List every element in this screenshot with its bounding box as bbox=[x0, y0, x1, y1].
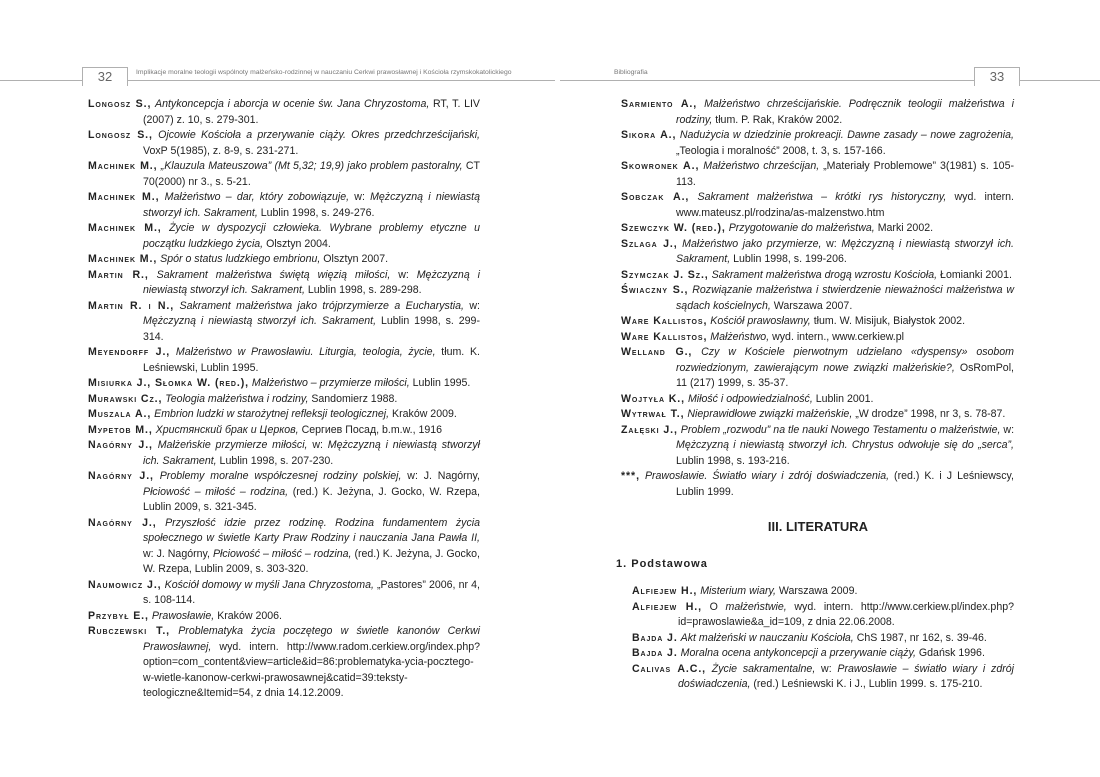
entry-title: Małżeństwo chrześcijańskie. Podręcznik teologii małżeństwa i rodziny, bbox=[676, 98, 1015, 126]
entry-author: Longosz S., bbox=[88, 129, 153, 141]
bibliography-right-column bbox=[621, 97, 1014, 500]
entry-author: Martin R. i N., bbox=[88, 299, 175, 312]
entry-title: Miłość i odpowiedzialność, bbox=[687, 392, 813, 405]
entry-title: Problem „rozwodu” na tle nauki Nowego Testamentu o małżeństwie, bbox=[680, 423, 1001, 436]
entry-title: Przygotowanie do małżeństwa, bbox=[728, 222, 875, 234]
bibliography-entry bbox=[88, 392, 480, 408]
entry-details: (red.) Leśniewski K. i J., Lublin 1999. s. 175-210. bbox=[750, 678, 983, 690]
entry-title: Mężczyzną i niewiastą stworzył ich. Sakrament, bbox=[143, 191, 480, 219]
entry-details: Warszawa 2007. bbox=[770, 299, 853, 312]
entry-title: małżeństwie, bbox=[725, 600, 787, 613]
entry-details: Warszawa 2009. bbox=[775, 585, 858, 597]
entry-title: Sakrament małżeństwa – krótki rys historyczny, bbox=[697, 191, 947, 203]
entry-title: Rozwiązanie małżeństwa i stwierdzenie nieważności małżeństwa w sądach kościelnych, bbox=[676, 284, 1014, 312]
entry-details: Lublin 1995. bbox=[409, 377, 471, 389]
entry-details: Lublin 1998, s. 289-298. bbox=[304, 284, 422, 296]
bibliography-left-column bbox=[88, 97, 480, 702]
entry-title: Przyszłość idzie przez rodzinę. Rodzina fundamentem życia społecznego w świetle Karty Praw Rodziny i nauczania Jana Pawła II, bbox=[143, 516, 480, 544]
entry-details: OsRomPol, 11 (217) 1999, s. 35-37. bbox=[676, 361, 1014, 389]
entry-details: w: bbox=[1000, 423, 1015, 436]
entry-title: Mężczyzną i niewiastą stworzył ich. Sakrament, bbox=[676, 237, 1014, 265]
entry-author: ***, bbox=[621, 470, 640, 482]
entry-title: Prawosławie, bbox=[151, 609, 215, 622]
bibliography-entry bbox=[88, 376, 480, 392]
bibliography-entry bbox=[88, 97, 480, 128]
entry-author: Ware Kallistos, bbox=[621, 330, 708, 343]
entry-details: (red.) K. Jeżyna, J. Gocko, W. Rzepa, Lublin 2009, s. 303-320. bbox=[143, 547, 480, 575]
entry-title: Małżeństwo jako przymierze, bbox=[682, 237, 822, 250]
entry-details: VoxP 5(1985), z. 8-9, s. 231-271. bbox=[143, 144, 299, 157]
entry-title: Problematyka życia poczętego w świetle kanonów Cerkwi Prawosławnej, bbox=[143, 625, 480, 653]
entry-title: Prawosławie – światło wiary i zdrój doświadczenia, bbox=[678, 662, 1014, 690]
entry-details: O bbox=[709, 600, 726, 613]
entry-title: Nieprawidłowe związki małżeńskie, bbox=[687, 408, 853, 420]
entry-author: Bajda J. bbox=[632, 647, 678, 659]
entry-details: w: bbox=[307, 439, 328, 451]
bibliography-entry bbox=[88, 221, 480, 252]
entry-details: Kraków 2006. bbox=[214, 609, 282, 622]
entry-author: Szlaga J., bbox=[621, 237, 678, 250]
entry-author: Wytrwał T., bbox=[621, 408, 685, 420]
bibliography-entry bbox=[621, 469, 1014, 500]
entry-details: (red.) K. i J Leśniewscy, Lublin 1999. bbox=[676, 470, 1014, 498]
entry-author: Przybył E., bbox=[88, 609, 149, 622]
entry-details: Сергиев Посад, b.m.w., 1916 bbox=[298, 423, 443, 436]
page-number-left: 32 bbox=[82, 67, 128, 86]
entry-author: Bajda J. bbox=[632, 631, 678, 644]
entry-details: Łomianki 2001. bbox=[937, 268, 1012, 281]
entry-author: Świaczny S., bbox=[621, 284, 689, 296]
bibliography-entry bbox=[621, 190, 1014, 221]
entry-title: Problemy moralne współczesnej rodziny polskiej, bbox=[159, 470, 402, 482]
bibliography-entry bbox=[624, 646, 1014, 662]
entry-details: Lublin 2001. bbox=[812, 392, 874, 405]
bibliography-entry bbox=[621, 314, 1014, 330]
bibliography-entry bbox=[88, 407, 480, 423]
bibliography-entry bbox=[88, 624, 480, 702]
bibliography-entry bbox=[88, 609, 480, 625]
bibliography-entry bbox=[621, 268, 1014, 284]
entry-details: w: bbox=[821, 237, 842, 250]
entry-details: ChS 1987, nr 162, s. 39-46. bbox=[853, 631, 987, 644]
entry-author: Alfiejew H., bbox=[632, 585, 698, 597]
bibliography-entry bbox=[621, 345, 1014, 392]
entry-title: Czy w Kościele pierwotnym udzielano «dyspensy» osobom rozwiedzionym, zawierającym nowe związki małżeńskie?, bbox=[676, 346, 1015, 374]
entry-details: tłum. P. Rak, Kraków 2002. bbox=[712, 113, 843, 126]
bibliography-entry bbox=[88, 516, 480, 578]
entry-title: Małżeństwo – dar, który zobowiązuje, bbox=[164, 191, 350, 203]
entry-title: Nadużycia w dziedzinie prokreacji. Dawne zasady – nowe zagrożenia, bbox=[679, 129, 1014, 141]
entry-details: (red.) K. Jeżyna, J. Gocko, W. Rzepa, Lublin 2009, s. 321-345. bbox=[143, 485, 480, 513]
entry-title: Kościół prawosławny, bbox=[710, 315, 811, 327]
entry-title: Sakrament małżeństwa jako trójprzymierze a Eucharystia, bbox=[179, 299, 464, 312]
entry-author: Longosz S., bbox=[88, 98, 152, 110]
entry-details: w: J. Nagórny, bbox=[143, 547, 213, 560]
bibliography-entry bbox=[621, 97, 1014, 128]
entry-details: wyd. intern., www.cerkiew.pl bbox=[769, 330, 904, 343]
entry-details: Sandomierz 1988. bbox=[308, 392, 398, 405]
entry-author: Nagórny J., bbox=[88, 439, 153, 451]
entry-title: Mężczyzną i niewiastą stworzył ich. Sakrament, bbox=[143, 439, 481, 467]
entry-author: Martin R., bbox=[88, 268, 149, 281]
entry-details: RT, T. LIV (2007) z. 10, s. 279-301. bbox=[143, 98, 480, 126]
bibliography-entry bbox=[621, 159, 1014, 190]
entry-details: Lublin 1998, s. 193-216. bbox=[676, 454, 790, 467]
bibliography-entry bbox=[88, 423, 480, 439]
entry-title: Ojcowie Kościoła a przerywanie ciąży. Okres przedchrześcijański, bbox=[158, 129, 480, 141]
bibliography-entry bbox=[621, 330, 1014, 346]
entry-title: Spór o status ludzkiego embrionu, bbox=[160, 253, 321, 265]
entry-author: Sikora A., bbox=[621, 129, 677, 141]
entry-author: Naumowicz J., bbox=[88, 578, 162, 591]
bibliography-entry bbox=[88, 190, 480, 221]
running-head-left: Implikacje moralne teologii wspólnoty małżeńsko-rodzinnej w nauczaniu Cerkwi prawosławnej i Kościoła rzymskokatolickiego bbox=[136, 69, 512, 76]
entry-title: Antykoncepcja i aborcja w ocenie św. Jana Chryzostoma, bbox=[155, 98, 430, 110]
entry-details: Kraków 2009. bbox=[389, 408, 457, 420]
section-title: III. LITERATURA bbox=[767, 519, 869, 534]
entry-title: Małżeństwo chrześcijan, bbox=[703, 160, 820, 172]
entry-author: Skowronek A., bbox=[621, 160, 700, 172]
entry-details: wyd. intern. http://www.radom.cerkiew.org/index.php?option=com_content&view=article&id=86:problematyka-ycia-pocztego-w-wietle-kanonow-cerkwi-prawosawnej&catid=39:teksty-teologiczne&Itemid=54, z dnia 14.12.2009. bbox=[143, 640, 480, 699]
bibliography-entry bbox=[88, 578, 480, 609]
entry-title: Prawosławie. Światło wiary i zdrój doświadczenia, bbox=[644, 470, 890, 482]
entry-details: Lublin 1998, s. 249-276. bbox=[257, 206, 375, 219]
entry-title: Małżeństwo – przymierze miłości, bbox=[251, 377, 410, 389]
entry-title: Życie sakramentalne, bbox=[711, 662, 816, 675]
subsection-title: 1. Podstawowa bbox=[616, 558, 708, 570]
bibliography-entry bbox=[624, 600, 1014, 631]
bibliography-entry bbox=[621, 237, 1014, 268]
entry-author: Nagórny J., bbox=[88, 470, 154, 482]
entry-title: „Klauzula Mateuszowa” (Mt 5,32; 19,9) jako problem pastoralny, bbox=[160, 160, 463, 172]
bibliography-entry bbox=[621, 221, 1014, 237]
entry-title: Mężczyzną i niewiastą stworzył ich. Sakrament, bbox=[143, 268, 480, 296]
entry-author: Calivas A.C., bbox=[632, 662, 706, 675]
entry-details: Gdańsk 1996. bbox=[915, 647, 985, 659]
bibliography-entry bbox=[88, 299, 480, 346]
entry-title: Akt małżeński w nauczaniu Kościoła, bbox=[680, 631, 854, 644]
running-head-right: Bibliografia bbox=[614, 69, 648, 76]
entry-author: Machinek M., bbox=[88, 222, 162, 234]
bibliography-entry bbox=[621, 392, 1014, 408]
entry-details: tłum. K. Leśniewski, Lublin 1995. bbox=[143, 346, 480, 374]
literature-column bbox=[624, 584, 1014, 693]
entry-title: Małżeństwo, bbox=[710, 330, 770, 343]
entry-author: Meyendorff J., bbox=[88, 346, 171, 358]
entry-title: Mężczyzną i niewiastą stworzył ich. Sakrament, bbox=[143, 315, 377, 327]
bibliography-entry bbox=[88, 128, 480, 159]
entry-title: Małżeństwo w Prawosławiu. Liturgia, teologia, życie, bbox=[175, 346, 436, 358]
bibliography-entry bbox=[621, 283, 1014, 314]
entry-details: w: bbox=[390, 268, 417, 281]
entry-title: Teologia małżeństwa i rodziny, bbox=[165, 392, 309, 405]
entry-author: Machinek M., bbox=[88, 253, 158, 265]
entry-author: Załęski J., bbox=[621, 423, 678, 436]
bibliography-entry bbox=[621, 423, 1014, 470]
entry-author: Murawski Cz., bbox=[88, 392, 163, 405]
entry-details: w: bbox=[349, 191, 371, 203]
entry-author: Machinek M., bbox=[88, 160, 158, 172]
entry-details: Lublin 1998, s. 207-230. bbox=[216, 454, 334, 467]
entry-title: Mężczyzną i niewiastą stworzył ich. Chrystus odwołuje się do „serca”, bbox=[676, 439, 1014, 451]
entry-title: Sakrament małżeństwa świętą więzią miłości, bbox=[156, 268, 391, 281]
entry-author: Sarmiento A., bbox=[621, 98, 698, 110]
entry-author: Nagórny J., bbox=[88, 516, 157, 529]
entry-details: Olsztyn 2007. bbox=[320, 253, 389, 265]
entry-author: Rubczewski T., bbox=[88, 625, 171, 637]
entry-details: CT 70(2000) nr 3., s. 5-21. bbox=[143, 160, 480, 188]
entry-author: Muszala A., bbox=[88, 408, 152, 420]
entry-title: Moralna ocena antykoncepcji a przerywanie ciąży, bbox=[680, 647, 916, 659]
bibliography-entry bbox=[88, 438, 480, 469]
entry-author: Welland G., bbox=[621, 346, 693, 358]
entry-details: Olsztyn 2004. bbox=[263, 237, 331, 250]
entry-title: Płciowość – miłość – rodzina, bbox=[212, 547, 352, 560]
entry-title: Małżeńskie przymierze miłości, bbox=[157, 439, 308, 451]
bibliography-entry bbox=[88, 252, 480, 268]
entry-title: Życie w dyspozycji człowieka. Wybrane problemy etyczne u początku ludzkiego życia, bbox=[143, 222, 480, 250]
entry-details: „Pastores” 2006, nr 4, s. 108-114. bbox=[143, 578, 480, 606]
entry-title: Христянский брак и Церков, bbox=[155, 423, 299, 436]
entry-details: „Teologia i moralność” 2008, t. 3, s. 157-166. bbox=[676, 144, 886, 157]
entry-details: Lublin 1998, s. 299-314. bbox=[143, 315, 480, 343]
entry-author: Alfiejew H., bbox=[632, 600, 702, 613]
bibliography-entry bbox=[621, 407, 1014, 423]
bibliography-entry bbox=[624, 662, 1014, 693]
entry-details: Lublin 1998, s. 199-206. bbox=[730, 253, 847, 265]
page-number-right: 33 bbox=[974, 67, 1020, 86]
entry-author: Szymczak J. Sz., bbox=[621, 268, 709, 281]
bibliography-entry bbox=[88, 268, 480, 299]
entry-details: w: bbox=[815, 662, 838, 675]
entry-author: Szewczyk W. (red.), bbox=[621, 222, 726, 234]
bibliography-entry bbox=[624, 631, 1014, 647]
entry-title: Sakrament małżeństwa drogą wzrostu Kościoła, bbox=[711, 268, 938, 281]
bibliography-entry bbox=[88, 345, 480, 376]
entry-title: Embrion ludzki w starożytnej refleksji teologicznej, bbox=[154, 408, 390, 420]
bibliography-entry bbox=[88, 159, 480, 190]
bibliography-entry bbox=[88, 469, 480, 516]
entry-author: Sobczak A., bbox=[621, 191, 690, 203]
entry-title: Płciowość – miłość – rodzina, bbox=[143, 485, 289, 498]
entry-details: tłum. W. Misijuk, Białystok 2002. bbox=[810, 315, 966, 327]
entry-title: Misterium wiary, bbox=[700, 585, 776, 597]
entry-details: wyd. intern. www.mateusz.pl/rodzina/as-malzenstwo.htm bbox=[676, 191, 1014, 219]
entry-details: wyd. intern. http://www.cerkiew.pl/index.php?id=prawoslawie&a_id=109, z dnia 22.06.2008. bbox=[678, 600, 1015, 628]
bibliography-entry bbox=[624, 584, 1014, 600]
entry-details: „W drodze” 1998, nr 3, s. 78-87. bbox=[852, 408, 1006, 420]
entry-details: „Materiały Problemowe” 3(1981) s. 105-113. bbox=[676, 160, 1014, 188]
entry-details: w: bbox=[463, 299, 480, 312]
entry-author: Machinek M., bbox=[88, 191, 160, 203]
entry-title: Kościół domowy w myśli Jana Chryzostoma, bbox=[164, 578, 374, 591]
entry-author: Wojtyła K., bbox=[621, 392, 685, 405]
entry-author: Misiurka J., Słomka W. (red.), bbox=[88, 377, 249, 389]
entry-details: Marki 2002. bbox=[874, 222, 934, 234]
entry-details: w: J. Nagórny, bbox=[401, 470, 480, 482]
entry-author: Ware Kallistos, bbox=[621, 315, 708, 327]
bibliography-entry bbox=[621, 128, 1014, 159]
entry-author: Мурeтов M., bbox=[88, 423, 153, 436]
